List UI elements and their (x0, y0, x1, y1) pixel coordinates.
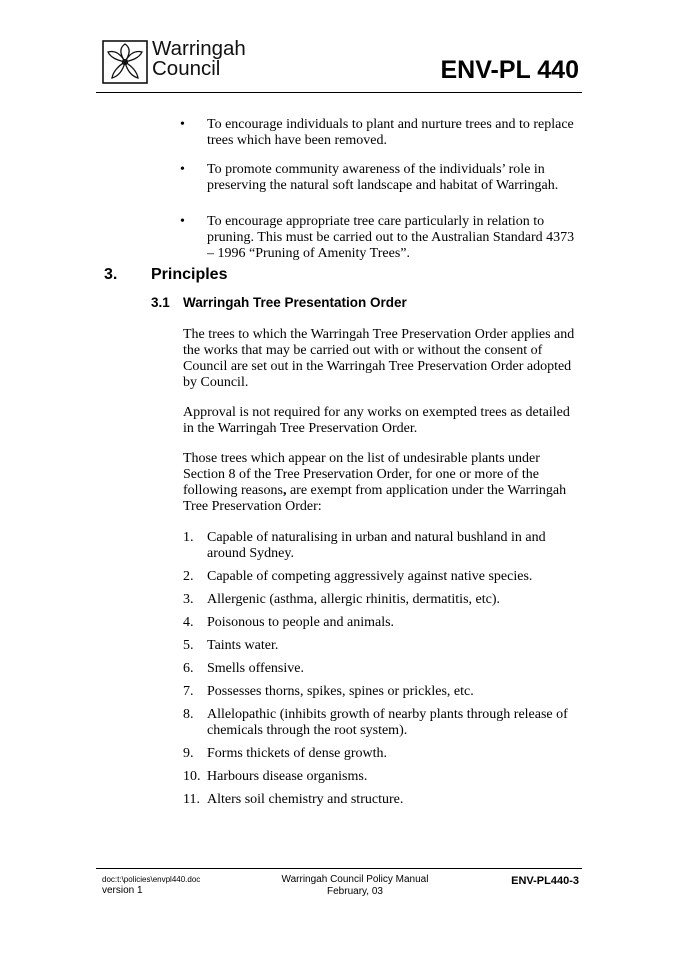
list-item-text: Possesses thorns, spikes, spines or prickles, etc. (207, 684, 474, 699)
bullet-text: To promote community awareness of the individuals’ role in preserving the natural soft landscape and habitat of Warringah. (207, 162, 559, 193)
paragraph-text: are exempt from application under the Warringah Tree Preservation Order: (183, 483, 567, 514)
council-logo (102, 37, 252, 84)
org-name-line2: Council (152, 57, 221, 80)
bullet-icon: • (180, 214, 185, 229)
list-item-number: 2. (183, 569, 194, 584)
list-item (183, 792, 583, 808)
list-item-text: Capable of naturalising in urban and natural bushland in and around Sydney. (207, 530, 546, 561)
section-title: Principles (151, 266, 228, 283)
list-item (183, 638, 583, 654)
list-item (183, 569, 583, 585)
list-item-text: Smells offensive. (207, 661, 304, 676)
list-item (183, 707, 583, 739)
list-item (183, 592, 583, 608)
list-item-number: 10. (183, 769, 201, 784)
exemption-reasons-list (183, 530, 583, 815)
objectives-bullet-list (180, 117, 580, 275)
paragraph-text: Those trees which appear on the list of undesirable plants under Section 8 of the Tree Preservation Order, for one or more of the following reasons (183, 451, 540, 498)
document-code: ENV-PL 440 (440, 56, 579, 84)
bullet-text: To encourage individuals to plant and nurture trees and to replace trees which have been removed. (207, 117, 574, 148)
footer-file-info (102, 875, 200, 897)
list-item (183, 746, 583, 762)
list-item (183, 615, 583, 631)
list-item-number: 8. (183, 707, 194, 722)
org-name-line1: Warringah (152, 37, 246, 60)
footer-file-path: doc:t:\policies\envpl440.doc (102, 875, 201, 884)
footer-version: version 1 (102, 885, 143, 896)
section-number: 3. (104, 266, 118, 283)
subsection-number: 3.1 (151, 295, 170, 310)
list-item-number: 5. (183, 638, 194, 653)
header-rule (96, 92, 582, 93)
paragraph (183, 451, 583, 515)
footer-rule (96, 868, 582, 869)
footer-page-code: ENV-PL440-3 (511, 875, 579, 887)
bullet-item (180, 117, 580, 149)
bullet-icon: • (180, 162, 185, 177)
list-item-number: 11. (183, 792, 200, 807)
list-item-number: 1. (183, 530, 194, 545)
list-item-text: Forms thickets of dense growth. (207, 746, 388, 761)
subsection-title: Warringah Tree Presentation Order (183, 295, 407, 310)
list-item-number: 4. (183, 615, 194, 630)
list-item (183, 684, 583, 700)
list-item (183, 530, 583, 562)
footer-manual-title: Warringah Council Policy Manual (281, 874, 429, 885)
bullet-item (180, 214, 580, 262)
footer-manual-info (250, 874, 460, 898)
list-item-text: Harbours disease organisms. (207, 769, 368, 784)
bullet-icon: • (180, 117, 185, 132)
list-item (183, 769, 583, 785)
list-item-number: 3. (183, 592, 194, 607)
list-item-text: Poisonous to people and animals. (207, 615, 395, 630)
bold-comma: , (282, 483, 287, 498)
bullet-item (180, 162, 580, 194)
paragraph: Approval is not required for any works on exempted trees as detailed in the Warringah Tree Preservation Order. (183, 405, 570, 436)
list-item-text: Capable of competing aggressively against native species. (207, 569, 533, 584)
list-item-number: 9. (183, 746, 194, 761)
bullet-text: To encourage appropriate tree care particularly in relation to pruning. This must be carried out to the Australian Standard 4373 – 1996 “Pruning of Amenity Trees”. (207, 214, 575, 261)
list-item (183, 661, 583, 677)
list-item-text: Allergenic (asthma, allergic rhinitis, dermatitis, etc). (207, 592, 501, 607)
list-item-text: Allelopathic (inhibits growth of nearby plants through release of chemicals through the root system). (207, 707, 568, 738)
list-item-number: 7. (183, 684, 194, 699)
paragraph: The trees to which the Warringah Tree Preservation Order applies and the works that may be carried out with or without the consent of Council are set out in the Warringah Tree Preservation Order adopted by Council. (183, 327, 575, 390)
list-item-text: Alters soil chemistry and structure. (207, 792, 404, 807)
list-item-text: Taints water. (207, 638, 279, 653)
footer-date: February, 03 (327, 886, 383, 897)
flower-logo-icon (102, 40, 148, 84)
list-item-number: 6. (183, 661, 194, 676)
